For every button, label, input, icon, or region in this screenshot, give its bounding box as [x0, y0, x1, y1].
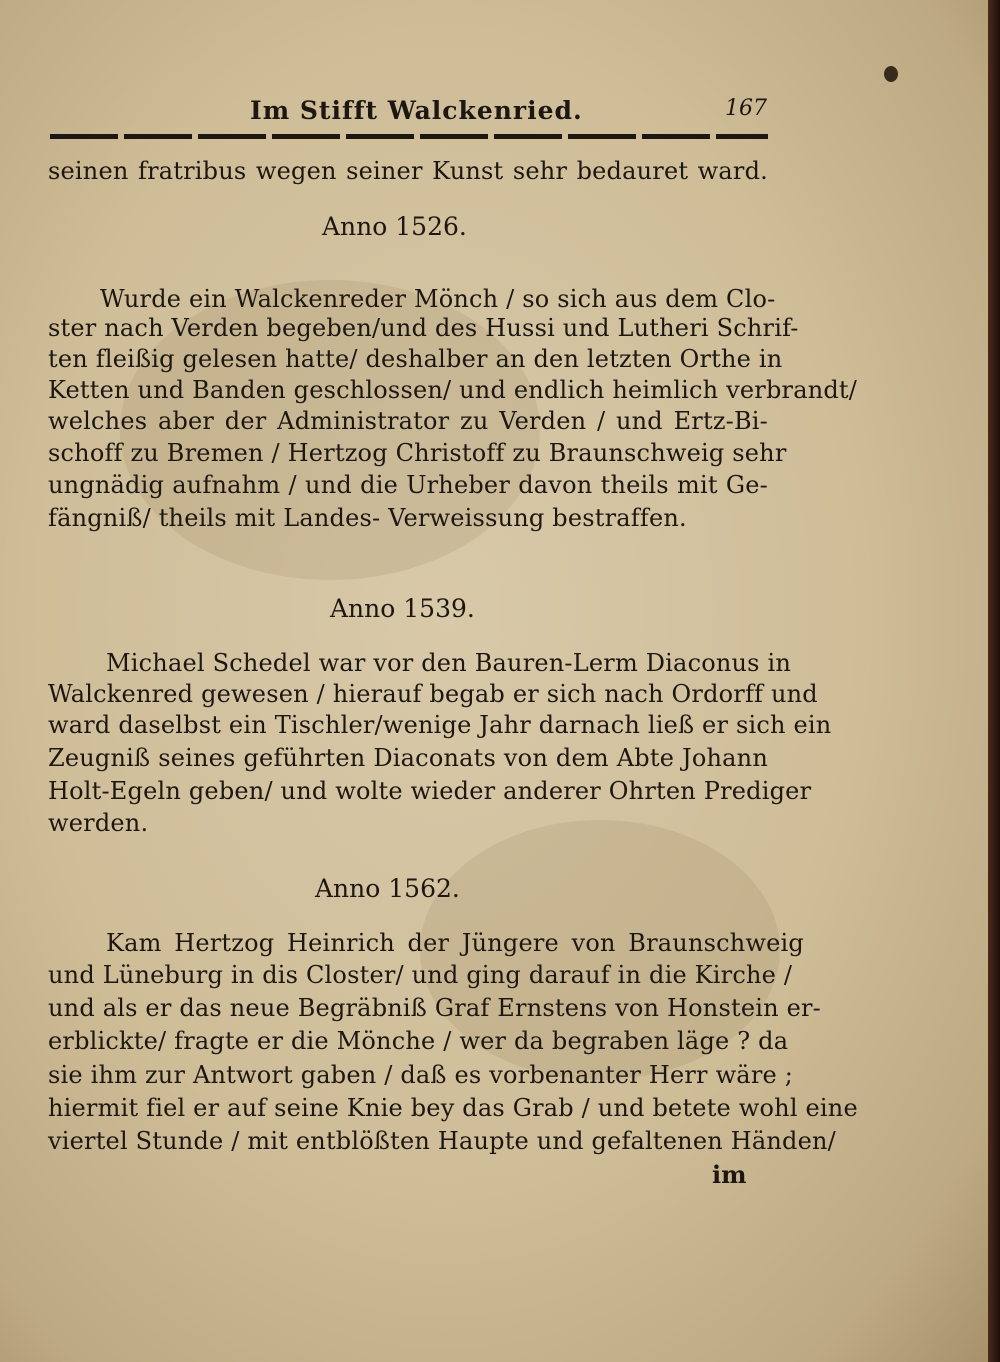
text-line: ungnädig aufnahm / und die Urheber davon theils mit Ge-: [48, 471, 768, 499]
text-line: Wurde ein Walckenreder Mönch / so sich aus dem Clo-: [100, 285, 776, 313]
catchword: im: [712, 1160, 747, 1189]
text-line: Zeugniß seines geführten Diaconats von dem Abte Johann: [48, 744, 768, 772]
text-line: Walckenred gewesen / hierauf begab er sich nach Ordorff und: [48, 680, 818, 708]
text-line: ten fleißig gelesen hatte/ deshalber an den letzten Orthe in: [48, 345, 783, 373]
running-head: [60, 96, 780, 128]
year-heading-1526: Anno 1526.: [322, 212, 467, 241]
text-line: Michael Schedel war vor den Bauren-Lerm Diaconus in: [106, 649, 792, 677]
text-line: erblickte/ fragte er die Mönche / wer da begraben läge ? da: [48, 1027, 789, 1055]
text-line: viertel Stunde / mit entblößten Haupte und gefaltenen Händen/: [48, 1127, 836, 1155]
year-heading-1562: Anno 1562.: [315, 874, 460, 903]
text-line: hiermit fiel er auf seine Knie bey das Grab / und betete wohl eine: [48, 1094, 858, 1122]
text-line: werden.: [48, 809, 149, 837]
text-line: und als er das neue Begräbniß Graf Ernstens von Honstein er-: [48, 994, 821, 1022]
ink-blot: [884, 66, 898, 82]
text-line: und Lüneburg in dis Closter/ und ging darauf in die Kirche /: [48, 961, 793, 989]
text-line: ward daselbst ein Tischler/wenige Jahr darnach ließ er sich ein: [48, 711, 832, 739]
page-number: 167: [725, 96, 767, 121]
header-rule: [50, 134, 768, 139]
text-line: welches aber der Administrator zu Verden / und Ertz-Bi-: [48, 407, 768, 435]
text-line: Holt-Egeln geben/ und wolte wieder anderer Ohrten Prediger: [48, 777, 812, 805]
text-line: schoff zu Bremen / Hertzog Christoff zu Braunschweig sehr: [48, 439, 787, 467]
text-line: sie ihm zur Antwort gaben / daß es vorbenanter Herr wäre ;: [48, 1061, 794, 1089]
text-line: Kam Hertzog Heinrich der Jüngere von Braunschweig: [106, 929, 804, 957]
year-heading-1539: Anno 1539.: [330, 594, 475, 623]
page-edge-shadow: [988, 0, 1000, 1362]
running-title: Im Stifft Walckenried.: [250, 96, 583, 125]
text-line: fängniß/ theils mit Landes- Verweissung bestraffen.: [48, 504, 687, 532]
text-line: seinen fratribus wegen seiner Kunst sehr bedauret ward.: [48, 157, 768, 185]
text-line: ster nach Verden begeben/und des Hussi und Lutheri Schrif-: [48, 314, 799, 342]
text-line: Ketten und Banden geschlossen/ und endlich heimlich verbrandt/: [48, 376, 858, 404]
